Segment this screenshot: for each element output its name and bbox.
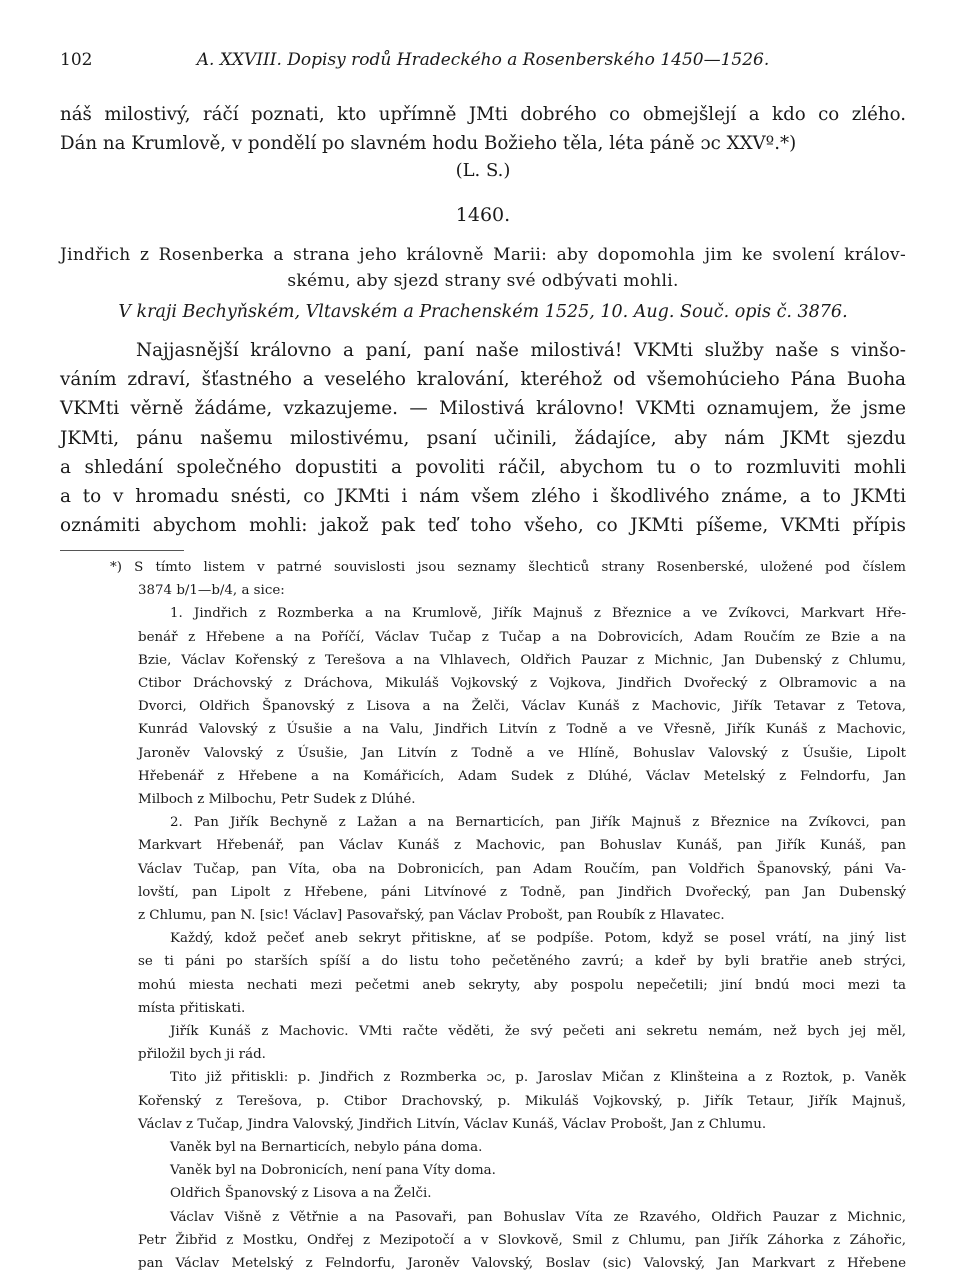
page-number: 102 [60, 50, 93, 70]
footnote-line: Dvorci, Oldřich Španovský z Lisova a na Želči, Václav Kunáš z Machovic, Jiřík Tetavar z Tetova, [138, 699, 906, 715]
footnote-line: z Chlumu, pan N. [sic! Václav] Pasovařský, pan Václav Probošt, pan Roubík z Hlavatec. [138, 908, 725, 924]
running-head-title: A. XXVIII. Dopisy rodů Hradeckého a Rosenberského 1450—1526. [196, 50, 770, 70]
letter-line: VKMti věrně žádáme, vzkazujeme. — Milostivá královno! VKMti oznamujem, že jsme [60, 398, 906, 420]
letter-line: JKMti, pánu našemu milostivému, psaní učinili, žádajíce, aby nám JKMt sjezdu [60, 427, 906, 449]
footnote-line: benář z Hřebene a na Poříčí, Václav Tučap z Tučap a na Dobrovicích, Adam Roučím ze Bzie a na [138, 629, 906, 645]
footnote-line: Bzie, Václav Kořenský z Terešova a na Vlhlavech, Oldřich Pauzar z Michnic, Jan Dubenský z Chlumu, [138, 652, 906, 668]
footnote-line: Každý, kdož pečeť aneb sekryt přitiskne, ať se podpíše. Potom, když se posel vrátí, na jiný list [170, 931, 906, 947]
footnote-line: Václav Višně z Větřnie a na Pasovaři, pan Bohuslav Víta ze Rzavého, Oldřich Pauzar z Michnic, [170, 1209, 906, 1225]
letter-line: a shledání společného dopustiti a povoliti ráčil, abychom tu o to rozmluviti mohli [60, 456, 906, 478]
footnote-line: Jiřík Kunáš z Machovic. VMti račte věděti, že svý pečeti ani sekretu nemám, než bych jej měl, [170, 1024, 906, 1040]
footnote-line: Tito již přitiskli: p. Jindřich z Rozmberka ɔc, p. Jaroslav Mičan z Klinšteina a z Roztok, p. Vaněk [170, 1070, 906, 1086]
footnote-line: Milboch z Milbochu, Petr Sudek z Dlúhé. [138, 792, 416, 808]
footnote-line: Václav Tučap, pan Víta, oba na Dobronicích, pan Adam Roučím, pan Voldřich Španovský, páni Va- [138, 861, 906, 877]
footnote-line: lovští, pan Lipolt z Hřebene, páni Litvínové z Todně, pan Jindřich Dvořecký, pan Jan Dubenský [138, 884, 906, 900]
document-number: 1460. [455, 204, 511, 226]
letter-line: váním zdraví, šťastného a veselého kralování, kteréhož od všemohúcieho Pána Buoha [60, 369, 906, 391]
seal-mark: (L. S.) [455, 160, 511, 181]
regest-line: Jindřich z Rosenberka a strana jeho královně Marii: aby dopomohla jim ke svolení králov- [60, 245, 906, 265]
footnote-line: Václav z Tučap, Jindra Valovský, Jindřich Litvín, Václav Kunáš, Václav Probošt, Jan z Chlumu. [138, 1116, 767, 1132]
footnote [60, 556, 906, 1275]
footnote-line: Markvart Hřebenář, pan Václav Kunáš z Machovic, pan Bohuslav Kunáš, pan Jiřík Kunáš, pan [138, 838, 906, 854]
regest-line: skému, aby sjezd strany své odbývati mohli. [287, 271, 679, 291]
footnote-line: Jaroněv Valovský z Úsušie, Jan Litvín z Todně a ve Hlíně, Bohuslav Valovský z Úsušie, Lipolt [138, 745, 906, 761]
footnote-line: Petr Žibřid z Mostku, Ondřej z Mezipotočí a v Slovkově, Smil z Chlumu, pan Jiřík Záhorka z Záhořic, [138, 1232, 906, 1248]
footnote-line: přiložil bych ji rád. [138, 1047, 266, 1063]
footnote-line: pan Václav Metelský z Felndorfu, Jaroněv Valovský, Boslav (sic) Valovský, Jan Markvart z Hřebene [138, 1256, 906, 1272]
footnote-line: Vaněk byl na Dobronicích, není pana Víty doma. [170, 1163, 496, 1179]
footnote-line: Hřebenář z Hřebene a na Komářicích, Adam Sudek z Dlúhé, Václav Metelský z Felndorfu, Jan [138, 768, 906, 784]
previous-document-ending [60, 100, 906, 158]
footnote-line: se ti páni po starších spíší a do listu toho pečetěného zavrú; a kdeř by byli bratřie aneb strýci, [138, 954, 906, 970]
document-regest [60, 242, 906, 294]
footnote-line: mohú miesta nechati mezi pečetmi aneb sekryty, aby pospolu nepečetili; jiní bndú moci mezi ta [138, 977, 906, 993]
footnote-line: Oldřich Španovský z Lisova a na Želči. [170, 1186, 432, 1202]
running-head [60, 50, 906, 76]
document-provenance: V kraji Bechyňském, Vltavském a Prachenském 1525, 10. Aug. Souč. opis č. 3876. [118, 302, 848, 322]
footnote-line: Ctibor Dráchovský z Dráchova, Mikuláš Vojkovský z Vojkova, Jindřich Dvořecký z Olbramovic a na [138, 676, 906, 692]
footnote-line: Kořenský z Terešova, p. Ctibor Drachovský, p. Mikuláš Vojkovský, p. Jiřík Tetaur, Jiřík Majnuš, [138, 1093, 906, 1109]
text-line: Dán na Krumlově, v pondělí po slavném hodu Božieho těla, léta páně ɔc XXVº.*) [60, 133, 797, 154]
footnote-separator [60, 550, 184, 551]
text-line: náš milostivý, ráčí poznati, kto upřímně JMti dobrého co obmejšlejí a kdo co zlého. [60, 104, 906, 125]
footnote-line: Vaněk byl na Bernarticích, nebylo pána doma. [170, 1140, 483, 1156]
footnote-line: 1. Jindřich z Rozmberka a na Krumlově, Jiřík Majnuš z Březnice a ve Zvíkovci, Markvart Hře- [170, 606, 906, 622]
footnote-line: 2. Pan Jiřík Bechyně z Lažan a na Bernarticích, pan Jiřík Majnuš z Březnice na Zvíkovci, pan [170, 815, 906, 831]
footnote-line: místa přitiskati. [138, 1000, 246, 1016]
footnote-line: 3874 b/1—b/4, a sice: [138, 583, 285, 599]
letter-line: Najjasnější královno a paní, paní naše milostivá! VKMti služby naše s vinšo- [136, 340, 906, 361]
footnote-line: Kunrád Valovský z Úsušie a na Valu, Jindřich Litvín z Todně a ve Vřesně, Jiřík Kunáš z Machovic, [138, 722, 906, 738]
letter-line: oznámiti abychom mohli: jakož pak teď toho všeho, co JKMti píšeme, VKMti přípis [60, 515, 906, 537]
letter-line: a to v hromadu snésti, co JKMti i nám všem zlého i škodlivého známe, a to JKMti [60, 486, 906, 508]
letter-text [60, 336, 906, 540]
footnote-line: *) S tímto listem v patrné souvislosti jsou seznamy šlechticů strany Rosenberské, uložené pod číslem [110, 560, 906, 575]
